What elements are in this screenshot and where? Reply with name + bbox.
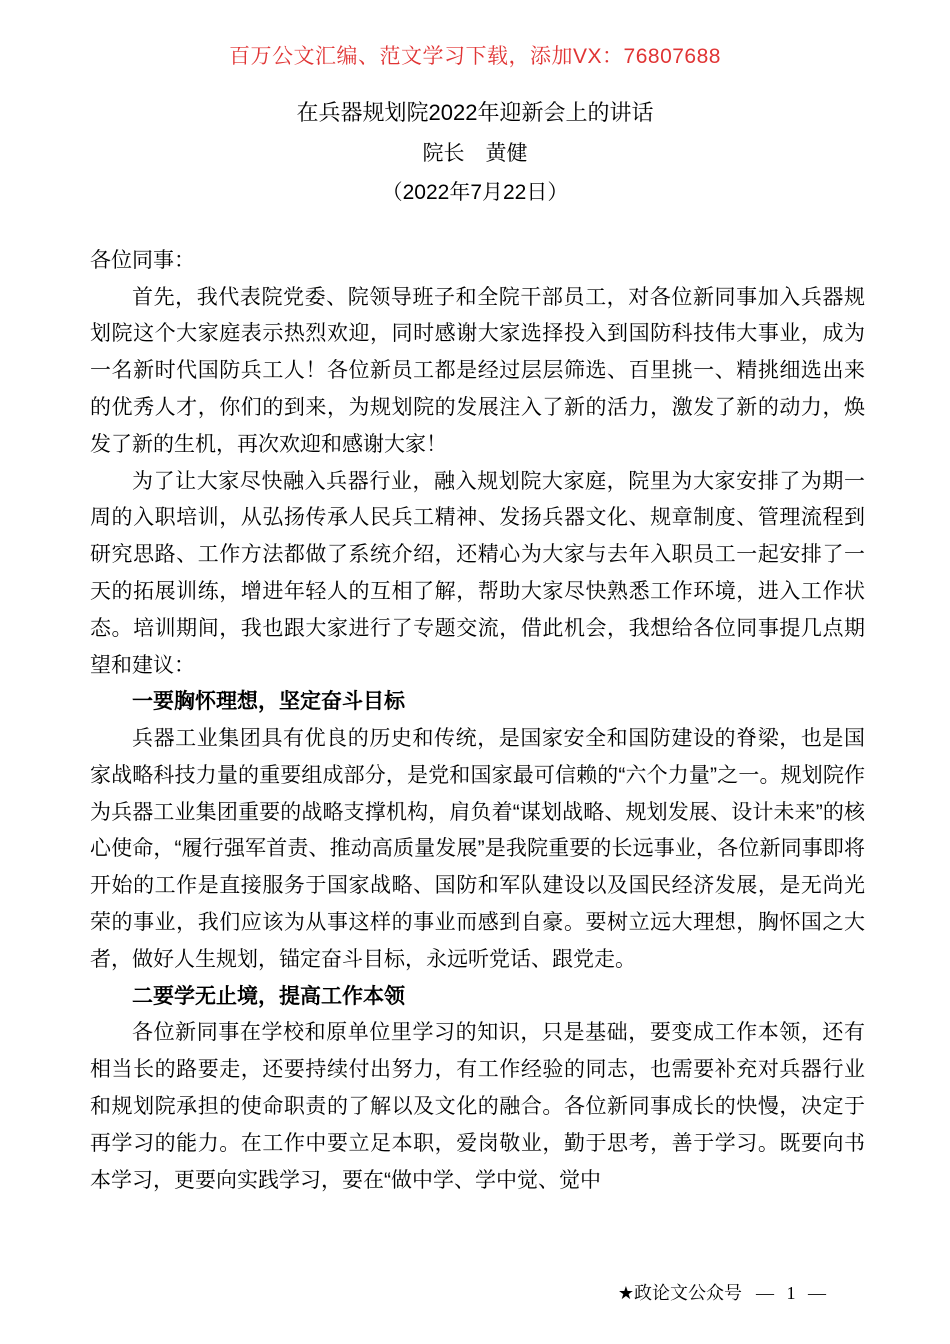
document-date: （2022年7月22日）: [381, 180, 569, 204]
section-heading: 二要学无止境，提高工作本领: [132, 984, 405, 1008]
paragraph: 首先，我代表院党委、院领导班子和全院干部员工，对各位新同事加入兵器规划院这个大家庭表示热烈欢迎，同时感谢大家选择投入到国防科技伟大事业，成为一名新时代国防兵工人！各位新员工都是经过层层筛选、百里挑一、精挑细选出来的优秀人才，你们的到来，为规划院的发展注入了新的活力，激发了新的动力，焕发了新的生机，再次欢迎和感谢大家！: [90, 285, 865, 456]
paragraph: 为了让大家尽快融入兵器行业，融入规划院大家庭，院里为大家安排了为期一周的入职培训，从弘扬传承人民兵工精神、发扬兵器文化、规章制度、管理流程到研究思路、工作方法都做了系统介绍，还精心为大家与去年入职员工一起安排了一天的拓展训练，增进年轻人的互相了解，帮助大家尽快熟悉工作环境，进入工作状态。培训期间，我也跟大家进行了专题交流，借此机会，我想给各位同事提几点期望和建议：: [90, 469, 865, 677]
salutation: 各位同事：: [90, 248, 195, 272]
section-heading: 一要胸怀理想，坚定奋斗目标: [132, 690, 405, 714]
document-body: [90, 243, 865, 1200]
paragraph: 各位新同事在学校和原单位里学习的知识，只是基础，要变成工作本领，还有相当长的路要走，还要持续付出努力，有工作经验的同志，也需要补充对兵器行业和规划院承担的使命职责的了解以及文化的融合。各位新同事成长的快慢，决定于再学习的能力。在工作中要立足本职，爱岗敬业，勤于思考，善于学习。既要向书本学习，更要向实践学习，要在“做中学、学中觉、觉中: [90, 1021, 865, 1192]
document-title: 在兵器规划院2022年迎新会上的讲话: [296, 100, 654, 125]
page-number: — 1 —: [756, 1283, 830, 1303]
page-footer: [618, 1281, 830, 1305]
document-author: 院长 黄健: [422, 141, 528, 165]
header-promo-notice: 百万公文汇编、范文学习下载，添加VX：76807688: [229, 45, 721, 68]
paragraph: 兵器工业集团具有优良的历史和传统，是国家安全和国防建设的脊梁，也是国家战略科技力量的重要组成部分，是党和国家最可信赖的“六个力量”之一。规划院作为兵器工业集团重要的战略支撑机构，肩负着“谋划战略、规划发展、设计未来”的核心使命，“履行强军首责、推动高质量发展”是我院重要的长远事业，各位新同事即将开始的工作是直接服务于国家战略、国防和军队建设以及国民经济发展，是无尚光荣的事业，我们应该为从事这样的事业而感到自豪。要树立远大理想，胸怀国之大者，做好人生规划，锚定奋斗目标，永远听党话、跟党走。: [90, 727, 865, 971]
footer-brand: ★政论文公众号: [617, 1283, 742, 1303]
body-blocks: [90, 280, 865, 1200]
